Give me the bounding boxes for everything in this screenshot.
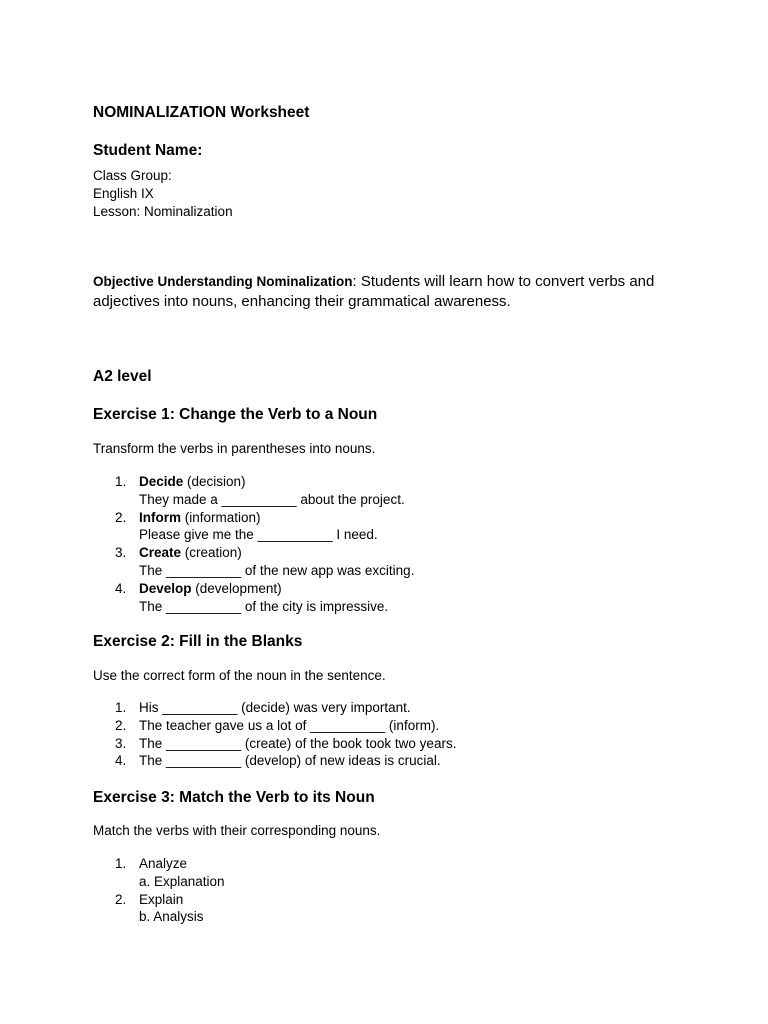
item-sentence: The __________ (create) of the book took two years. [139,735,457,751]
level-heading: A2 level [93,368,152,385]
exercise-1-heading: Exercise 1: Change the Verb to a Noun [93,406,378,423]
objective-label: Objective Understanding Nominalization [93,274,353,289]
item-option: b. Analysis [139,909,204,925]
objective-text: : Students will learn how to convert verbs and adjectives into nouns, enhancing their grammatical awareness. [93,273,655,310]
list-item: 3. The __________ (create) of the book took two years. [115,735,457,751]
exercise-2-list [93,699,693,770]
item-sentence: The __________ of the city is impressive. [139,598,389,614]
list-item: 1. His __________ (decide) was very important. [115,700,411,715]
item-option: a. Explanation [139,873,225,889]
objective-paragraph [93,272,683,312]
worksheet-page [93,0,713,1024]
item-sentence: They made a __________ about the project. [139,491,405,507]
item-sentence: The __________ of the new app was exciting. [139,562,415,578]
lesson-label: Lesson: Nominalization [93,204,233,219]
item-verb: Analyze [139,856,188,871]
list-item: 2. Inform (information) Please give me the __________ I need. [93,509,693,545]
item-sentence: Please give me the __________ I need. [139,527,378,543]
item-verb: Create [139,545,182,561]
list-item: 1. Decide (decision) They made a __________ about the project. [93,473,693,509]
item-noun: (creation) [181,545,242,561]
course-label: English IX [93,186,154,201]
item-sentence: The __________ (develop) of new ideas is crucial. [139,753,441,769]
list-item: 4. Develop (development) The __________ of the city is impressive. [93,580,693,616]
item-verb: Decide [139,474,184,489]
list-item: 1. Analyze a. Explanation [93,855,693,891]
exercise-1-instruction: Transform the verbs in parentheses into nouns. [93,441,376,456]
class-group-label: Class Group: [93,168,172,183]
item-noun: (development) [191,580,282,596]
exercise-3-instruction: Match the verbs with their corresponding nouns. [93,823,381,838]
item-verb: Develop [139,580,192,596]
item-noun: (information) [181,509,261,525]
exercise-3-heading: Exercise 3: Match the Verb to its Noun [93,789,375,806]
item-sentence: His __________ (decide) was very important. [139,700,411,715]
item-verb: Inform [139,509,181,525]
exercise-2-heading: Exercise 2: Fill in the Blanks [93,633,303,650]
document-title: NOMINALIZATION Worksheet [93,104,310,121]
item-verb: Explain [139,891,184,907]
list-item: 3. Create (creation) The __________ of the new app was exciting. [93,544,693,580]
student-name-label: Student Name: [93,142,203,159]
item-sentence: The teacher gave us a lot of __________ (inform). [139,717,440,733]
item-noun: (decision) [183,474,246,489]
exercise-1-list [93,473,693,615]
list-item: 2. Explain b. Analysis [93,891,693,927]
list-item: 2. The teacher gave us a lot of __________ (inform). [115,717,440,733]
exercise-3-list [93,855,693,926]
exercise-2-instruction: Use the correct form of the noun in the sentence. [93,668,386,683]
list-item: 4. The __________ (develop) of new ideas is crucial. [115,753,441,769]
